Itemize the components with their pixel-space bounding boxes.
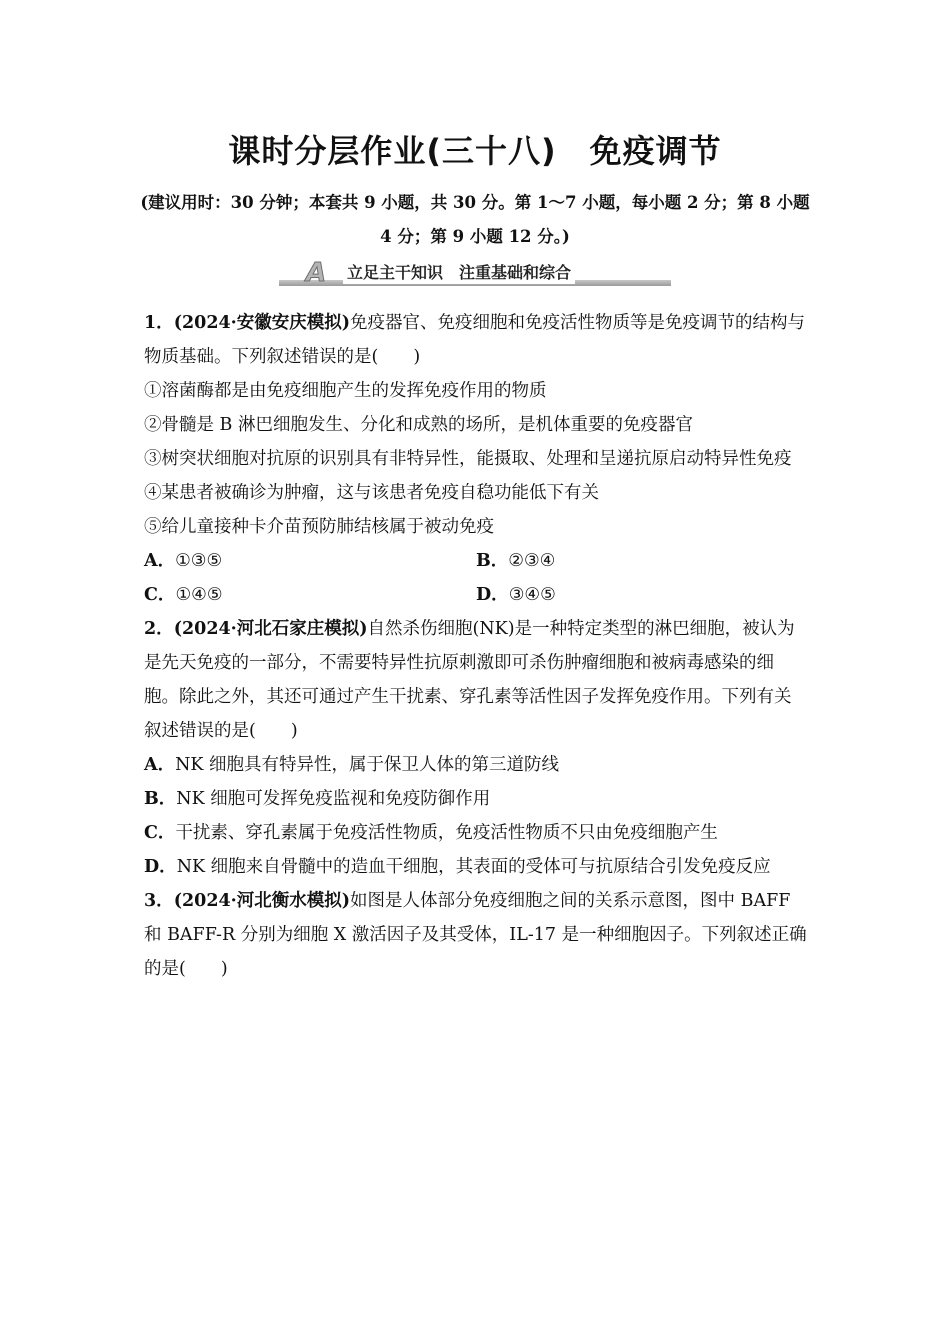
option-letter: A． [144,755,176,775]
question-2-option-b[interactable] [144,782,808,816]
question-1-text: 免疫器官、免疫细胞和免疫活性物质等是免疫调节的结构与物质基础。下列叙述错误的是( ) [144,313,806,367]
option-letter: B． [144,789,177,809]
question-1-option-a[interactable] [144,544,476,578]
section-banner-text: 立足主干知识 注重基础和综合 [343,262,575,284]
page-title: 课时分层作业(三十八) 免疫调节 [228,132,722,170]
option-letter: A． [144,551,176,571]
question-2-stem [144,612,808,748]
question-3-source: (2024·河北衡水模拟) [173,891,351,911]
time-note: (建议用时：30 分钟；本套共 9 小题，共 30 分。第 1～7 小题，每小题 2 分；第 8 小题 4 分；第 9 小题 12 分。) [140,193,810,246]
option-text: ①③⑤ [175,551,223,571]
statement-1: ①溶菌酶都是由免疫细胞产生的发挥免疫作用的物质 [144,381,547,401]
question-list [144,306,808,986]
statement-4: ④某患者被确诊为肿瘤，这与该患者免疫自稳功能低下有关 [144,483,599,503]
question-2-option-d[interactable] [144,850,808,884]
option-text: ①④⑤ [175,585,223,605]
question-1 [144,306,808,612]
option-letter: D． [476,585,509,605]
section-letter-a-icon: A [305,258,327,288]
option-letter: B． [476,551,509,571]
option-text: ③④⑤ [508,585,556,605]
option-text: NK 细胞可发挥免疫监视和免疫防御作用 [176,789,491,809]
option-text: NK 细胞具有特异性，属于保卫人体的第三道防线 [175,755,560,775]
question-2-option-c[interactable] [144,816,808,850]
question-2-option-a[interactable] [144,748,808,782]
question-3-text: 如图是人体部分免疫细胞之间的关系示意图，图中 BAFF 和 BAFF-R 分别为细胞 X 激活因子及其受体，IL-17 是一种细胞因子。下列叙述正确的是( ) [144,891,807,979]
question-1-options-row-2 [144,578,808,612]
question-1-number: 1． [144,313,174,333]
question-1-option-b[interactable] [476,544,808,578]
statement-3: ③树突状细胞对抗原的识别具有非特异性，能摄取、处理和呈递抗原启动特异性免疫 [144,449,792,469]
statement-2: ②骨髓是 B 淋巴细胞发生、分化和成熟的场所，是机体重要的免疫器官 [144,415,693,435]
question-1-source: (2024·安徽安庆模拟) [173,313,351,333]
option-letter: D． [144,857,177,877]
option-letter: C． [144,585,176,605]
option-letter: C． [144,823,176,843]
section-banner [279,258,671,288]
question-3 [144,884,808,986]
question-2 [144,612,808,884]
option-text: NK 细胞来自骨髓中的造血干细胞，其表面的受体可与抗原结合引发免疫反应 [176,857,771,877]
question-3-stem [144,884,808,986]
question-1-stem [144,306,808,374]
question-3-number: 3． [144,891,174,911]
question-1-option-c[interactable] [144,578,476,612]
question-2-source: (2024·河北石家庄模拟) [173,619,368,639]
question-2-text: 自然杀伤细胞(NK)是一种特定类型的淋巴细胞，被认为是先天免疫的一部分，不需要特异性抗原刺激即可杀伤肿瘤细胞和被病毒感染的细胞。除此之外，其还可通过产生干扰素、穿孔素等活性因子发挥免疫作用。下列有关叙述错误的是( ) [144,619,795,741]
question-1-options-row-1 [144,544,808,578]
statement-5: ⑤给儿童接种卡介苗预防肺结核属于被动免疫 [144,517,494,537]
question-1-option-d[interactable] [476,578,808,612]
question-2-number: 2． [144,619,174,639]
option-text: ②③④ [508,551,556,571]
option-text: 干扰素、穿孔素属于免疫活性物质，免疫活性物质不只由免疫细胞产生 [175,823,718,843]
